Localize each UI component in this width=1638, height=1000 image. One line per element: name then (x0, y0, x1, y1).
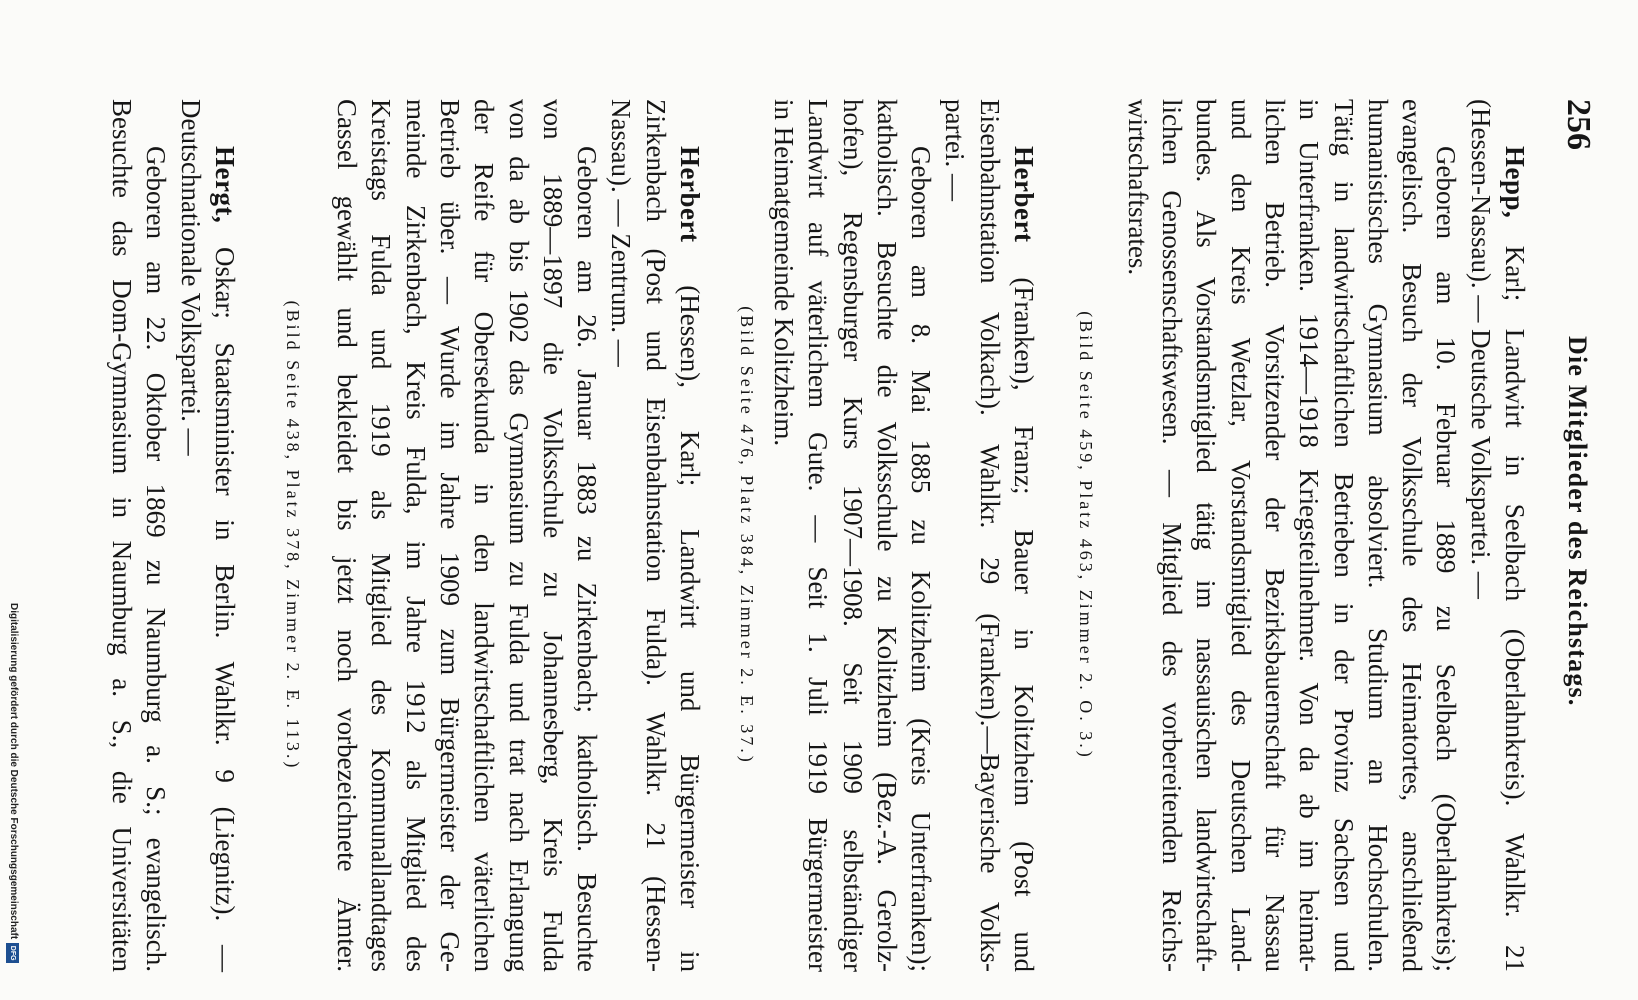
biography-line: Geboren am 26. Januar 1883 zu Zirkenbach; katholisch. Besuchte (572, 146, 603, 972)
member-entry (767, 99, 1041, 972)
biography-line: Tätig in landwirtschaftlichen Betrieben in der Provinz Sachsen und (1328, 99, 1359, 972)
entry-heading-text: Karl; Landwirt in Seelbach (Oberlahnkreis). Wahlkr. 21 (1500, 245, 1530, 972)
entry-heading-text: Oskar; Staatsminister in Berlin. Wahlkr. 9 (Liegnitz). — (210, 246, 240, 972)
biography-line: lichen Betrieb. Vorsitzender der Bezirksbauernschaft für Nassau (1259, 99, 1290, 972)
entry-heading-text: (Hessen), Karl; Landwirt und Bürgermeister in (675, 285, 705, 973)
entry-heading-line: partei. — (940, 99, 971, 201)
member-name: Herbert (675, 146, 705, 243)
entry-heading-line: (Hessen-Nassau). — Deutsche Volkspartei. — (1465, 99, 1496, 599)
member-entry (105, 99, 242, 972)
biography-line: wirtschaftsrates. (1122, 99, 1153, 276)
entry-heading-line (1007, 99, 1041, 972)
entry-heading-text: (Franken), Franz; Bauer in Kolitzheim (Post und (1009, 277, 1039, 972)
biography-line: lichen Genossenschaftswesen. — Mitglied des vorbereitenden Reichs- (1157, 99, 1188, 972)
entry-heading-line: Deutschnationale Volkspartei. — (175, 99, 206, 456)
biography-line: der Reife für Obersekunda in den landwirtschaftlichen väterlichen (469, 99, 500, 972)
biography-line: Cassel gewählt und bekleidet bis jetzt noch vorbezeichnete Ämter. (332, 99, 363, 972)
biography-line: von 1889—1897 die Volksschule zu Johannesberg, Kreis Fulda (537, 99, 568, 972)
biography-line: in Unterfranken. 1914—1918 Kriegsteilnehmer. Von da ab im heimat- (1294, 99, 1325, 972)
entry-heading-line (1498, 99, 1532, 972)
biography-line: Landwirt auf väterlichem Gute. — Seit 1. Juli 1919 Bürgermeister (803, 99, 834, 972)
biography-line: Geboren am 22. Oktober 1869 zu Naumburg a. S.; evangelisch. (141, 146, 172, 972)
dfg-logo-text: DFG (9, 945, 17, 961)
biography-line: evangelisch. Besuch der Volksschule des Heimatortes, anschließend (1397, 99, 1428, 972)
photo-reference: (Bild Seite 459, Platz 463, Zimmer 2. O. 3.) (1076, 311, 1096, 760)
member-name: Hergt, (210, 146, 240, 224)
member-entry (1120, 99, 1532, 972)
digitization-credit (5, 603, 21, 963)
running-title: Die Mitglieder des Reichstags. (1563, 336, 1592, 707)
biography-line: und den Kreis Wetzlar, Vorstandsmitglied des Deutschen Land- (1225, 99, 1256, 972)
member-name: Herbert (1009, 146, 1039, 243)
biography-line: Besuchte das Dom-Gymnasium in Naumburg a. S., die Universitäten (107, 99, 138, 972)
entry-heading-line (208, 99, 242, 972)
biography-line: Geboren am 10. Februar 1889 zu Seelbach (Oberlahnkreis); (1431, 146, 1462, 972)
entry-heading-line (673, 99, 707, 972)
page-number: 256 (1560, 99, 1597, 150)
member-name: Hepp, (1500, 146, 1530, 219)
biography-line: katholisch. Besuchte die Volksschule zu Kolitzheim (Bez.-A. Gerolz- (871, 99, 902, 972)
photo-reference: (Bild Seite 438, Platz 378, Zimmer 2. E. 113.) (283, 300, 303, 771)
biography-line: bundes. Als Vorstandsmitglied tätig im nassauischen landwirtschaft- (1191, 99, 1222, 972)
biography-line: meinde Zirkenbach, Kreis Fulda, im Jahre 1912 als Mitglied des (400, 99, 431, 972)
biography-line: Betrieb über. — Wurde im Jahre 1909 zum Bürgermeister der Ge- (434, 99, 465, 972)
member-entry (330, 99, 707, 972)
biography-line: hofen), Regensburger Kurs 1907—1908. Seit 1909 selbständiger (837, 99, 868, 972)
entry-heading-line: Eisenbahnstation Volkach). Wahlkr. 29 (Franken).—Bayerische Volks- (974, 99, 1005, 972)
dfg-logo (7, 943, 20, 963)
entry-heading-line: Zirkenbach (Post und Eisenbahnstation Fulda). Wahlkr. 21 (Hessen- (640, 99, 671, 972)
biography-line: in Heimatgemeinde Kolitzheim. (768, 99, 799, 447)
entry-heading-line: Nassau). — Zentrum. — (606, 99, 637, 367)
biography-line: Geboren am 8. Mai 1885 zu Kolitzheim (Kreis Unterfranken); (906, 146, 937, 972)
photo-reference: (Bild Seite 476, Platz 384, Zimmer 2. E. 37.) (737, 306, 757, 765)
credit-text: Digitalisierung gefördert durch die Deutsche Forschungsgemeinschaft (8, 603, 19, 940)
biography-line: Kreistags Fulda und 1919 als Mitglied des Kommunallandtages (366, 99, 397, 972)
biography-line: humanistisches Gymnasium absolviert. Studium an Hochschulen. (1362, 99, 1393, 972)
biography-line: von da ab bis 1902 das Gymnasium zu Fulda und trat nach Erlangung (503, 99, 534, 972)
